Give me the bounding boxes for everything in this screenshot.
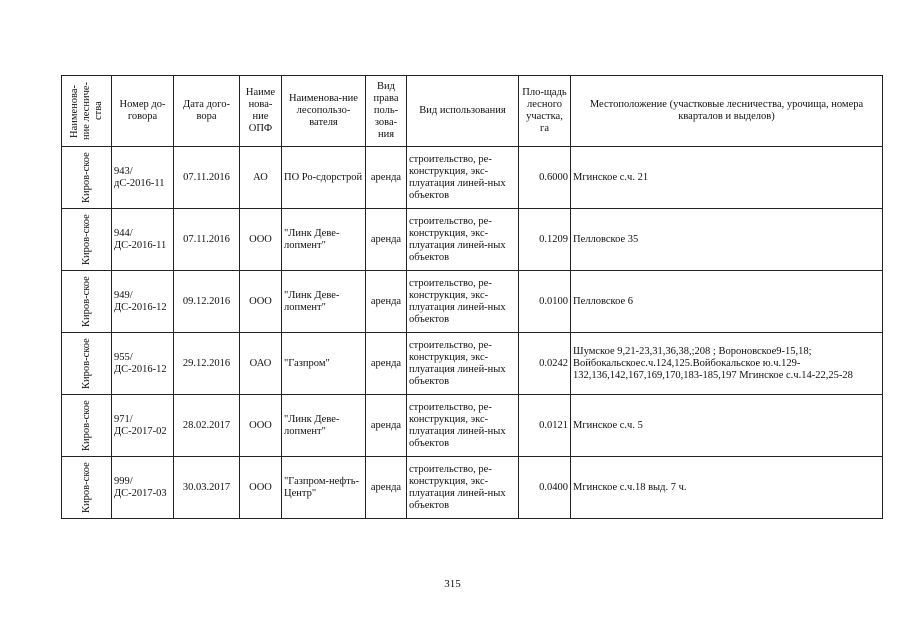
page-number: 315 xyxy=(444,578,461,590)
cell-user: ПО Ро-сдорстрой xyxy=(282,147,366,209)
cell-location: Мгинское с.ч. 5 xyxy=(571,395,883,457)
cell-contract-no: 955/ДС-2016-12 xyxy=(112,333,174,395)
cell-usage-type: строительство, ре-конструкция, экс-плуатация линей-ных объектов xyxy=(407,209,519,271)
cell-forestry: Киров-ское xyxy=(62,457,112,519)
cell-contract-no: 944/ДС-2016-11 xyxy=(112,209,174,271)
table-row xyxy=(62,147,883,209)
cell-right-type: аренда xyxy=(366,209,407,271)
cell-contract-date: 09.12.2016 xyxy=(174,271,240,333)
cell-contract-no: 971/ДС-2017-02 xyxy=(112,395,174,457)
cell-usage-type: строительство, ре-конструкция, экс-плуатация линей-ных объектов xyxy=(407,457,519,519)
cell-right-type: аренда xyxy=(366,395,407,457)
cell-location: Мгинское с.ч.18 выд. 7 ч. xyxy=(571,457,883,519)
cell-opf: ООО xyxy=(240,395,282,457)
cell-contract-date: 28.02.2017 xyxy=(174,395,240,457)
header-contract-no: Номер до-говора xyxy=(112,76,174,147)
table-row xyxy=(62,457,883,519)
header-location: Местоположение (участковые лесничества, урочища, номера кварталов и выделов) xyxy=(571,76,883,147)
cell-right-type: аренда xyxy=(366,147,407,209)
header-usage-type: Вид использования xyxy=(407,76,519,147)
cell-contract-no: 999/ДС-2017-03 xyxy=(112,457,174,519)
header-row xyxy=(62,76,883,147)
cell-forestry: Киров-ское xyxy=(62,395,112,457)
cell-contract-date: 07.11.2016 xyxy=(174,209,240,271)
table-row xyxy=(62,395,883,457)
cell-user: "Линк Деве-лопмент" xyxy=(282,209,366,271)
cell-contract-no: 949/ДС-2016-12 xyxy=(112,271,174,333)
table-row xyxy=(62,333,883,395)
cell-area: 0.0400 xyxy=(519,457,571,519)
cell-area: 0.1209 xyxy=(519,209,571,271)
header-right-type: Вид права поль-зова-ния xyxy=(366,76,407,147)
cell-opf: АО xyxy=(240,147,282,209)
cell-forestry: Киров-ское xyxy=(62,271,112,333)
cell-user: "Линк Деве-лопмент" xyxy=(282,395,366,457)
cell-forestry: Киров-ское xyxy=(62,147,112,209)
cell-forestry: Киров-ское xyxy=(62,209,112,271)
cell-contract-no: 943/дС-2016-11 xyxy=(112,147,174,209)
cell-usage-type: строительство, ре-конструкция, экс-плуатация линей-ных объектов xyxy=(407,395,519,457)
cell-opf: ООО xyxy=(240,457,282,519)
cell-right-type: аренда xyxy=(366,457,407,519)
cell-forestry: Киров-ское xyxy=(62,333,112,395)
cell-area: 0.0242 xyxy=(519,333,571,395)
cell-contract-date: 30.03.2017 xyxy=(174,457,240,519)
header-opf: Наиме нова-ние ОПФ xyxy=(240,76,282,147)
cell-area: 0.0100 xyxy=(519,271,571,333)
cell-contract-date: 07.11.2016 xyxy=(174,147,240,209)
cell-location: Шумское 9,21-23,31,36,38,;208 ; Вороновское9-15,18; Войбокальскоес.ч.124,125.Войбокальское ю.ч.129-132,136,142,167,169,170,183-185,197 Мгинское с.ч.14-22,25-28 xyxy=(571,333,883,395)
cell-right-type: аренда xyxy=(366,271,407,333)
cell-area: 0.6000 xyxy=(519,147,571,209)
cell-user: "Линк Деве-лопмент" xyxy=(282,271,366,333)
cell-usage-type: строительство, ре-конструкция, экс-плуатация линей-ных объектов xyxy=(407,147,519,209)
header-area: Пло-щадь лесного участка, га xyxy=(519,76,571,147)
table-row xyxy=(62,209,883,271)
header-contract-date: Дата дого-вора xyxy=(174,76,240,147)
cell-contract-date: 29.12.2016 xyxy=(174,333,240,395)
table-row xyxy=(62,271,883,333)
header-forestry: Наименова-ние лесниче-ства xyxy=(62,76,112,147)
cell-area: 0.0121 xyxy=(519,395,571,457)
cell-opf: ООО xyxy=(240,209,282,271)
cell-location: Мгинское с.ч. 21 xyxy=(571,147,883,209)
cell-user: "Газпром" xyxy=(282,333,366,395)
contracts-table xyxy=(61,75,883,519)
cell-opf: ООО xyxy=(240,271,282,333)
cell-opf: ОАО xyxy=(240,333,282,395)
cell-usage-type: строительство, ре-конструкция, экс-плуатация линей-ных объектов xyxy=(407,271,519,333)
header-user: Наименова-ние лесопользо-вателя xyxy=(282,76,366,147)
cell-right-type: аренда xyxy=(366,333,407,395)
cell-location: Пелловское 6 xyxy=(571,271,883,333)
cell-usage-type: строительство, ре-конструкция, экс-плуатация линей-ных объектов xyxy=(407,333,519,395)
cell-location: Пелловское 35 xyxy=(571,209,883,271)
cell-user: "Газпром-нефть-Центр" xyxy=(282,457,366,519)
